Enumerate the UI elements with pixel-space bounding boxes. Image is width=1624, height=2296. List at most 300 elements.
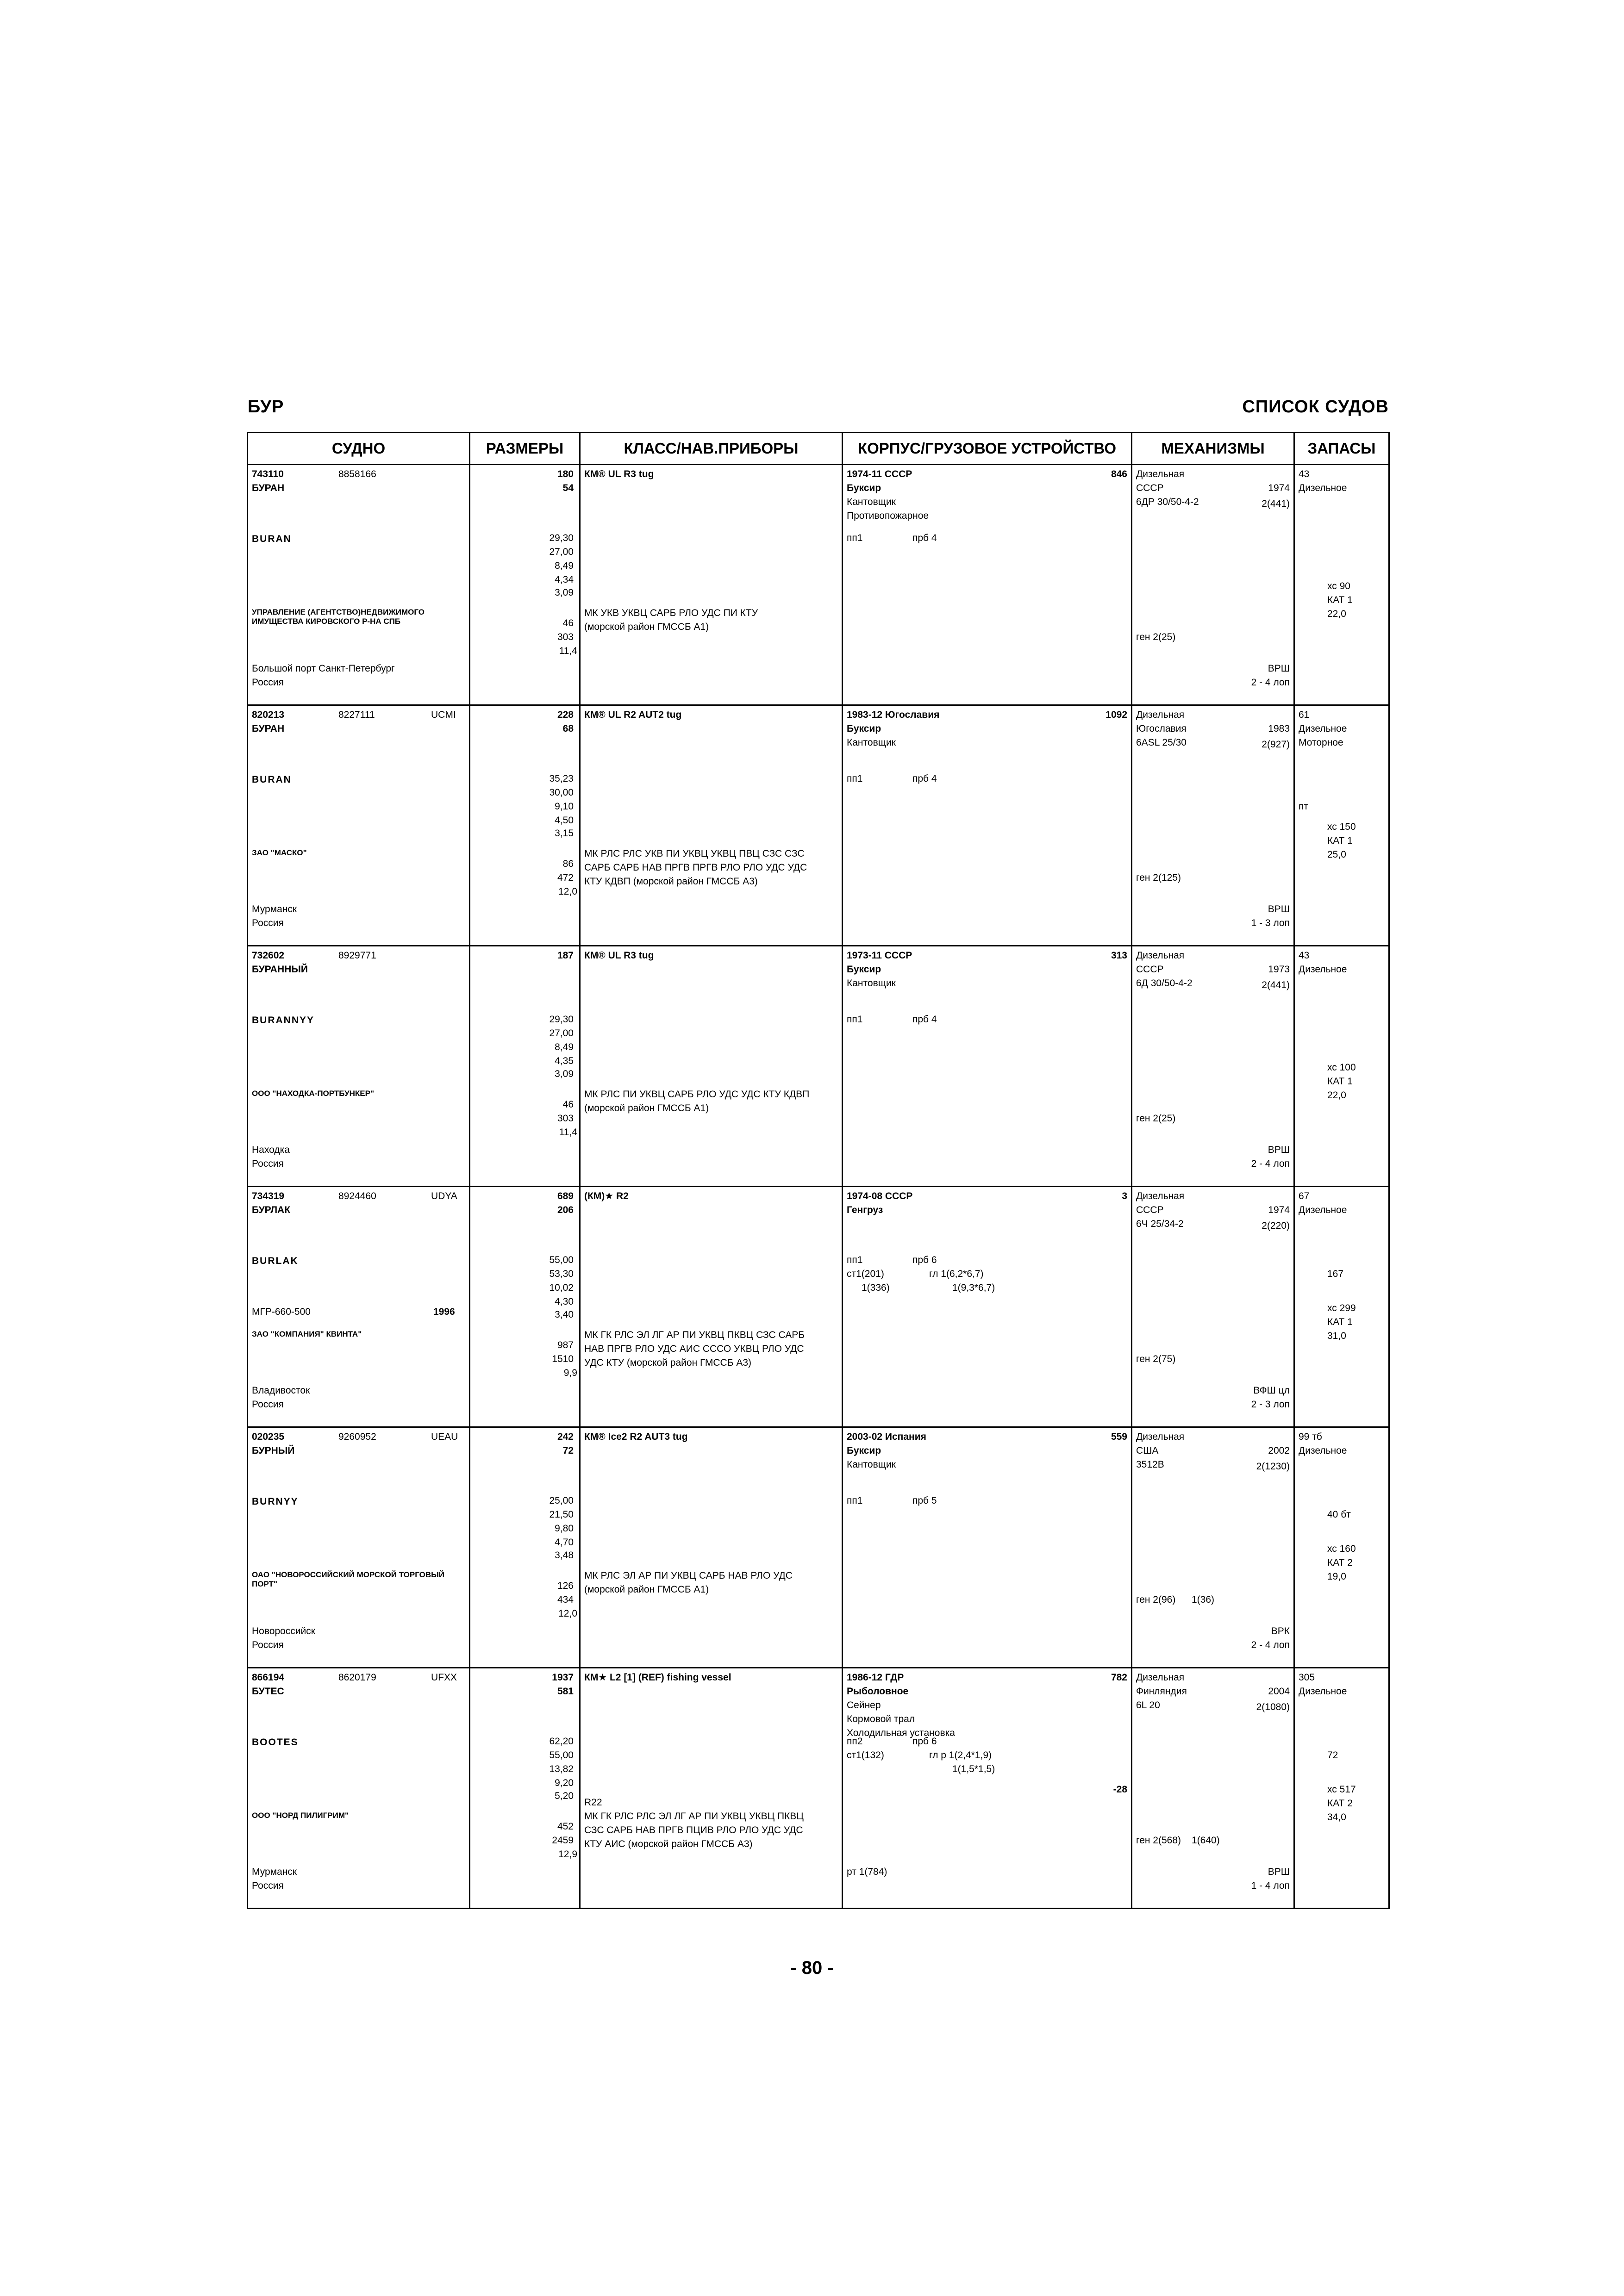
stores-cell [1294,946,1389,1187]
engine-type: Дизельная [1136,469,1185,479]
class-extra: R22 [584,1797,602,1808]
engine-year: 1983 [1268,723,1290,734]
engine-year: 1974 [1268,1205,1290,1215]
engine-country: СССР [1136,964,1164,975]
class-notation: КМ® UL R2 AUT2 tug [584,709,682,720]
class-notation: (КМ)★ R2 [584,1191,629,1201]
ship-type: Рыболовное [847,1686,909,1697]
endurance: 19,0 [1327,1571,1346,1582]
engine-model: 6ДР 30/50-4-2 [1136,497,1199,507]
cold-stores: хс 100 [1327,1062,1356,1073]
ship-subtype: Сейнер [847,1700,881,1711]
hull-bulkheads: прб 5 [912,1495,937,1506]
dimensions-cell [470,705,580,946]
stores-mid: 40 бт [1327,1509,1351,1520]
fuel-capacity: 305 [1299,1672,1315,1683]
displacement: 303 [557,632,574,642]
machinery-cell [1132,465,1294,705]
stores-cell [1294,1668,1389,1909]
breadth: 13,82 [549,1764,574,1774]
column-header-dimensions: РАЗМЕРЫ [470,433,580,465]
ship-owner: ЗАО "МАСКО" [252,848,307,857]
ship-owner: УПРАВЛЕНИЕ (АГЕНТСТВО)НЕДВИЖИМОГО ИМУЩЕСТВА КИРОВСКОГО Р-НА СПБ [252,608,425,626]
net-tonnage: 54 [562,483,574,493]
engine-power: 2(1080) [1256,1702,1290,1712]
class-notation: КМ® UL R3 tug [584,469,654,479]
propeller: ВРШ [1268,663,1290,674]
depth: 4,30 [555,1296,574,1307]
yard-number: 1092 [1106,709,1127,720]
category: КАТ 1 [1327,1317,1353,1327]
stores-cell [1294,465,1389,705]
hull-decks: пп1 [847,533,863,543]
dimensions-cell [470,1187,580,1427]
hull-cell [843,705,1132,946]
ship-register-table [247,432,1390,1909]
draught: 3,15 [555,828,574,839]
engine-country: Югославия [1136,723,1187,734]
imo-number: 8227111 [338,709,375,720]
propeller-blades: 1 - 4 лоп [1251,1880,1290,1891]
propeller: ВРК [1271,1626,1290,1636]
propeller-blades: 2 - 3 лоп [1251,1399,1290,1410]
home-port: Находка [252,1145,290,1155]
length-overall: 62,20 [549,1736,574,1747]
endurance: 22,0 [1327,1090,1346,1101]
gross-tonnage: 228 [557,709,574,720]
engine-country: СССР [1136,1205,1164,1215]
hull-hatches: гл 1(6,2*6,7) [929,1269,984,1279]
ship-owner: ООО "НОРД ПИЛИГРИМ" [252,1811,349,1820]
yard-number: 313 [1111,950,1127,961]
ship-name: БУТЕС [252,1686,284,1697]
ship-type: Буксир [847,483,881,493]
deadweight: 46 [562,618,574,628]
imo-number: 8620179 [338,1672,376,1683]
category: КАТ 1 [1327,595,1353,605]
gross-tonnage: 180 [557,469,574,479]
ship-subtype: Холодильная установка [847,1728,955,1738]
dimensions-cell [470,1668,580,1909]
cold-stores: хс 90 [1327,581,1350,591]
ship-type: Буксир [847,723,881,734]
ship-name-latin: BURANNYY [252,1015,315,1026]
call-sign: UDYA [431,1191,457,1201]
class-notation: КМ® Ice2 R2 AUT3 tug [584,1431,688,1442]
class-cell [580,1668,843,1909]
ship-name-latin: BURAN [252,534,292,544]
ship-owner: ООО "НАХОДКА-ПОРТБУНКЕР" [252,1089,375,1098]
breadth: 9,10 [555,801,574,812]
ship-entry [248,946,1389,1187]
stores-mid: 72 [1327,1750,1338,1761]
build-info: 1974-08 СССР [847,1191,913,1201]
home-port: Новороссийск [252,1626,315,1636]
hull-bulkheads: прб 4 [912,533,937,543]
ship-cell [248,1187,470,1427]
hull-decks: пп2 [847,1736,863,1747]
speed: 12,0 [558,886,577,897]
engine-country: СССР [1136,483,1164,493]
draught: 3,09 [555,587,574,598]
depth: 9,20 [555,1778,574,1788]
reg-number: 820213 [252,709,285,720]
engine-type: Дизельная [1136,1672,1185,1683]
reg-number: 743110 [252,469,284,479]
fuel-capacity: 67 [1299,1191,1310,1201]
reg-number: 866194 [252,1672,285,1683]
hull-decks: пп1 [847,773,863,784]
page-number: - 80 - [790,1958,834,1978]
ship-name-latin: BURNYY [252,1496,299,1507]
endurance: 22,0 [1327,609,1346,619]
column-header-ship: СУДНО [248,433,470,465]
ship-subtype: Кантовщик [847,497,896,507]
fuel-capacity: 61 [1299,709,1310,720]
machinery-cell [1132,1187,1294,1427]
ship-entry [248,1427,1389,1668]
length-pp: 27,00 [549,547,574,557]
generators: ген 2(25) [1136,632,1176,642]
home-port: Владивосток [252,1385,310,1396]
net-tonnage: 581 [557,1686,574,1697]
ship-name: БУРАННЫЙ [252,964,308,975]
draught: 3,40 [555,1309,574,1320]
net-tonnage: 68 [562,723,574,734]
cold-stores: хс 517 [1327,1784,1356,1795]
machinery-cell [1132,1668,1294,1909]
generators: ген 2(96) [1136,1594,1176,1605]
deadweight: 987 [557,1340,574,1350]
page-header-left: БУР [248,397,284,417]
fuel-capacity: 43 [1299,469,1310,479]
yard-number: 782 [1111,1672,1127,1683]
call-sign: UEAU [431,1431,458,1442]
engine-year: 1974 [1268,483,1290,493]
fuel-type: Дизельное [1299,1205,1347,1215]
propeller-blades: 2 - 4 лоп [1251,1640,1290,1650]
imo-number: 8858166 [338,469,376,479]
fuel-type: Дизельное [1299,1445,1347,1456]
length-overall: 55,00 [549,1255,574,1265]
generators: ген 2(75) [1136,1354,1176,1364]
deadweight: 86 [562,859,574,869]
nav-equipment-line: МК РЛС ЭЛ АР ПИ УКВЦ САРБ НАВ РЛО УДС [584,1570,793,1581]
nav-equipment-line: МК ГК РЛС РЛС ЭЛ ЛГ АР ПИ УКВЦ УКВЦ ПКВЦ [584,1811,804,1822]
build-info: 1973-11 СССР [847,950,912,961]
engine-type: Дизельная [1136,1431,1185,1442]
endurance: 25,0 [1327,849,1346,860]
net-tonnage: 206 [557,1205,574,1215]
hull-decks: пп1 [847,1014,863,1025]
engine-power: 2(927) [1262,739,1290,750]
ship-entry [248,705,1389,946]
propeller: ВРШ [1268,1867,1290,1877]
country: Россия [252,918,284,928]
net-tonnage: 72 [562,1445,574,1456]
engine-model: 6Ч 25/34-2 [1136,1219,1184,1229]
ship-cell [248,1668,470,1909]
ship-subtype: Кантовщик [847,737,896,748]
ship-name-latin: BURAN [252,774,292,785]
depth: 4,34 [555,574,574,585]
hull-holds-2: 1(336) [862,1282,890,1293]
home-port: Мурманск [252,1867,297,1877]
ship-owner: ОАО "НОВОРОССИЙСКИЙ МОРСКОЙ ТОРГОВЫЙ ПОРТ" [252,1570,444,1588]
class-cell [580,1427,843,1668]
call-sign: UCMI [431,709,456,720]
engine-model: 3512B [1136,1459,1164,1470]
stores-cell [1294,1427,1389,1668]
hull-holds: ст1(201) [847,1269,884,1279]
ship-cell [248,946,470,1187]
ship-entry [248,1668,1389,1909]
cold-stores: хс 150 [1327,821,1356,832]
gross-tonnage: 1937 [552,1672,574,1683]
hull-cell [843,946,1132,1187]
draught: 3,09 [555,1069,574,1079]
deadweight: 452 [557,1821,574,1832]
category: КАТ 1 [1327,835,1353,846]
hull-refrigeration: рт 1(784) [847,1867,887,1877]
reg-number: 734319 [252,1191,285,1201]
imo-number: 9260952 [338,1431,376,1442]
nav-equipment-line: (морской район ГМССБ А1) [584,1584,709,1595]
column-header-row [248,433,1389,465]
class-cell [580,705,843,946]
length-overall: 29,30 [549,533,574,543]
nav-equipment-line: МК УКВ УКВЦ САРБ РЛО УДС ПИ КТУ [584,608,758,618]
propeller-blades: 2 - 4 лоп [1251,1158,1290,1169]
hull-hatches-2: 1(9,3*6,7) [952,1282,995,1293]
generators: ген 2(568) [1136,1835,1181,1846]
dimensions-cell [470,465,580,705]
ship-type: Буксир [847,964,881,975]
hull-cell [843,1668,1132,1909]
depth: 4,50 [555,815,574,826]
hull-hatches: гл р 1(2,4*1,9) [929,1750,992,1761]
draught: 5,20 [555,1791,574,1801]
class-notation: КМ★ L2 [1] (REF) fishing vessel [584,1672,731,1683]
fuel-capacity: 43 [1299,950,1310,961]
hull-bulkheads: прб 6 [912,1736,937,1747]
displacement: 303 [557,1113,574,1124]
country: Россия [252,1640,284,1650]
ship-subtype: Противопожарное [847,510,929,521]
breadth: 8,49 [555,1042,574,1052]
column-header-stores: ЗАПАСЫ [1294,433,1389,465]
breadth: 9,80 [555,1523,574,1534]
imo-number: 8929771 [338,950,376,961]
hull-holds: ст1(132) [847,1750,884,1761]
length-overall: 29,30 [549,1014,574,1025]
nav-equipment-line: МК РЛС РЛС УКВ ПИ УКВЦ УКВЦ ПВЦ СЗС СЗС [584,848,805,859]
column-header-hull: КОРПУС/ГРУЗОВОЕ УСТРОЙСТВО [843,433,1132,465]
hull-cell [843,1427,1132,1668]
ship-subtype: Кормовой трал [847,1714,915,1724]
ship-name: БУРНЫЙ [252,1445,295,1456]
endurance: 31,0 [1327,1331,1346,1341]
engine-power: 2(441) [1262,980,1290,990]
ship-type: Буксир [847,1445,881,1456]
propeller: ВРШ [1268,904,1290,915]
engine-year: 2002 [1268,1445,1290,1456]
hull-bulkheads: прб 4 [912,1014,937,1025]
engine-model: 6Д 30/50-4-2 [1136,978,1193,989]
yard-number: 3 [1122,1191,1127,1201]
nav-equipment-line: (морской район ГМССБ А1) [584,622,709,632]
gross-tonnage: 187 [557,950,574,961]
dimensions-cell [470,946,580,1187]
nav-equipment-line: МК ГК РЛС ЭЛ ЛГ АР ПИ УКВЦ ПКВЦ СЗС САРБ [584,1330,805,1340]
ship-cell [248,1427,470,1668]
engine-power: 2(1230) [1256,1461,1290,1472]
fuel-type: Дизельное [1299,723,1347,734]
class-cell [580,1187,843,1427]
ship-extra-year: 1996 [433,1307,455,1317]
hull-bulkheads: прб 4 [912,773,937,784]
speed: 11,4 [559,646,577,656]
engine-type: Дизельная [1136,709,1185,720]
country: Россия [252,677,284,688]
ship-owner: ЗАО "КОМПАНИЯ" КВИНТА" [252,1330,362,1338]
propeller: ВРШ [1268,1145,1290,1155]
stores-pt: пт [1299,801,1308,812]
country: Россия [252,1158,284,1169]
ship-entry [248,465,1389,705]
reg-number: 732602 [252,950,285,961]
home-port: Большой порт Санкт-Петербург [252,663,395,674]
depth: 4,35 [555,1056,574,1066]
hull-extra: -28 [1113,1784,1127,1795]
deadweight: 46 [562,1099,574,1110]
fuel-capacity: 99 тб [1299,1431,1322,1442]
ship-entry [248,1187,1389,1427]
call-sign: UFXX [431,1672,457,1683]
displacement: 1510 [552,1354,574,1364]
home-port: Мурманск [252,904,297,915]
stores-cell [1294,705,1389,946]
length-pp: 55,00 [549,1750,574,1761]
dimensions-cell [470,1427,580,1668]
fuel-type: Дизельное [1299,483,1347,493]
speed: 12,0 [558,1608,577,1619]
build-info: 1974-11 СССР [847,469,912,479]
engine-country: США [1136,1445,1159,1456]
deadweight: 126 [557,1580,574,1591]
endurance: 34,0 [1327,1812,1346,1823]
hull-decks: пп1 [847,1255,863,1265]
engine-year: 2004 [1268,1686,1290,1697]
category: КАТ 2 [1327,1798,1353,1809]
gross-tonnage: 242 [557,1431,574,1442]
machinery-cell [1132,705,1294,946]
ship-extra: МГР-660-500 [252,1307,311,1317]
ship-name: БУРАН [252,483,285,493]
generators: ген 2(125) [1136,872,1181,883]
displacement: 472 [557,872,574,883]
generators-aux: 1(36) [1192,1594,1215,1605]
class-cell [580,465,843,705]
nav-equipment-line: (морской район ГМССБ А1) [584,1103,709,1114]
engine-model: 6L 20 [1136,1700,1160,1711]
class-cell [580,946,843,1187]
ship-subtype: Кантовщик [847,978,896,989]
nav-equipment-line: МК РЛС ПИ УКВЦ САРБ РЛО УДС УДС КТУ КДВП [584,1089,810,1100]
fuel-type: Дизельное [1299,1686,1347,1697]
breadth: 8,49 [555,560,574,571]
engine-power: 2(220) [1262,1220,1290,1231]
imo-number: 8924460 [338,1191,376,1201]
draught: 3,48 [555,1550,574,1561]
hull-hatches-2: 1(1,5*1,5) [952,1764,995,1774]
nav-equipment-line: УДС КТУ (морской район ГМССБ А3) [584,1357,752,1368]
column-header-machinery: МЕХАНИЗМЫ [1132,433,1294,465]
displacement: 434 [557,1594,574,1605]
country: Россия [252,1399,284,1410]
ship-name-latin: BOOTES [252,1737,299,1748]
country: Россия [252,1880,284,1891]
hull-decks: пп1 [847,1495,863,1506]
engine-type: Дизельная [1136,950,1185,961]
column-header-class: КЛАСС/НАВ.ПРИБОРЫ [580,433,843,465]
breadth: 10,02 [549,1282,574,1293]
build-info: 2003-02 Испания [847,1431,926,1442]
stores-mid: 167 [1327,1269,1344,1279]
depth: 4,70 [555,1537,574,1548]
ship-cell [248,705,470,946]
ship-name-latin: BURLAK [252,1256,299,1266]
engine-year: 1973 [1268,964,1290,975]
yard-number: 559 [1111,1431,1127,1442]
stores-cell [1294,1187,1389,1427]
engine-power: 2(441) [1262,498,1290,509]
length-pp: 53,30 [549,1269,574,1279]
speed: 11,4 [559,1127,577,1138]
cold-stores: хс 299 [1327,1303,1356,1313]
page-header-right: СПИСОК СУДОВ [1242,397,1389,417]
nav-equipment-line: СЗС САРБ НАВ ПРГВ ПЦИВ РЛО РЛО УДС УДС [584,1825,803,1836]
length-pp: 27,00 [549,1028,574,1039]
propeller: ВФШ цл [1253,1385,1290,1396]
cold-stores: хс 160 [1327,1543,1356,1554]
speed: 9,9 [563,1368,577,1378]
generators: ген 2(25) [1136,1113,1176,1124]
ship-name: БУРЛАК [252,1205,291,1215]
engine-type: Дизельная [1136,1191,1185,1201]
speed: 12,9 [558,1849,577,1860]
build-info: 1983-12 Югославия [847,709,940,720]
category: КАТ 2 [1327,1557,1353,1568]
nav-equipment-line: САРБ САРБ НАВ ПРГВ ПРГВ РЛО РЛО УДС УДС [584,862,807,873]
propeller-blades: 2 - 4 лоп [1251,677,1290,688]
class-notation: КМ® UL R3 tug [584,950,654,961]
fuel-type-2: Моторное [1299,737,1343,748]
gross-tonnage: 689 [557,1191,574,1201]
length-pp: 30,00 [549,787,574,798]
generators-aux: 1(640) [1192,1835,1220,1846]
ship-subtype: Кантовщик [847,1459,896,1470]
category: КАТ 1 [1327,1076,1353,1087]
ship-name: БУРАН [252,723,285,734]
ship-type: Генгруз [847,1205,883,1215]
reg-number: 020235 [252,1431,285,1442]
ship-cell [248,465,470,705]
machinery-cell [1132,946,1294,1187]
length-overall: 25,00 [549,1495,574,1506]
length-pp: 21,50 [549,1509,574,1520]
engine-model: 6ASL 25/30 [1136,737,1187,748]
